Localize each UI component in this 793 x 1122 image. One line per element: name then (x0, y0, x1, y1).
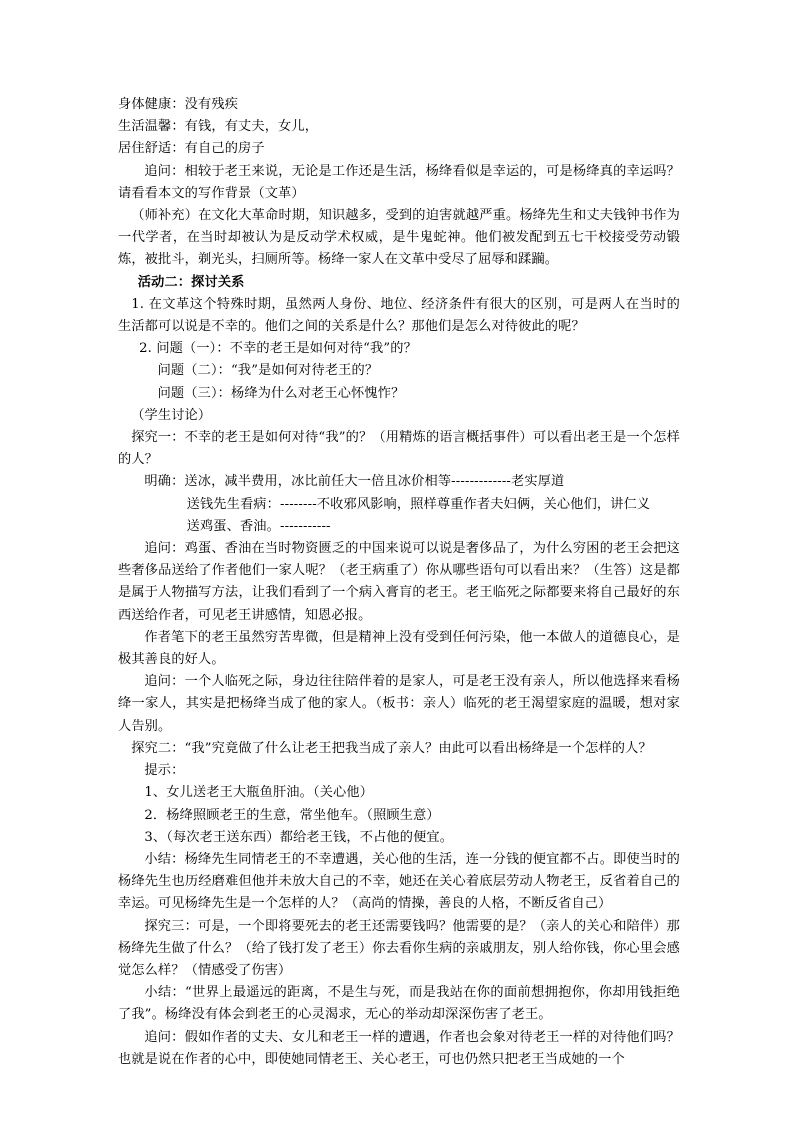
item-2-q3: 问题（三）：杨绛为什么对老王心怀愧怍？ (157, 385, 405, 401)
question-3: 追问：一个人临死之际，身边往往陪伴着的是家人，可是老王没有亲人，所以他选择来看杨绛一家人，其实是把杨绛当成了他的家人。（板书：亲人）临死的老王渴望家庭的温暖，想对家人告别。 (118, 674, 680, 734)
clarify-3: 送鸡蛋、香油。----------- (186, 518, 331, 534)
explore-3: 探究三：可是，一个即将要死去的老王还需要钱吗？他需要的是？（亲人的关心和陪伴）那杨绛先生做了什么？（给了钱打发了老王）你去看你生病的亲戚朋友，别人给你钱，你心里会感觉怎么样？（情感受了伤害） (118, 918, 680, 978)
question-1: 追问：相较于老王来说，无论是工作还是生活，杨绛看似是幸运的，可是杨绛真的幸运吗？请看看本文的写作背景（文革） (118, 163, 680, 201)
hint-2: 2．杨绛照顾老王的生意，常坐他车。（照顾生意） (144, 807, 440, 823)
question-4: 追问：假如作者的丈夫、女儿和老王一样的遭遇，作者也会象对待老王一样的对待他们吗？也就是说在作者的心中，即使她同情老王、关心老王，可也仍然只把老王当成她的一个 (118, 1029, 680, 1067)
item-1: 1. 在文革这个特殊时期，虽然两人身份、地位、经济条件有很大的区别，可是两人在当时的生活都可以说是不幸的。他们之间的关系是什么？那他们是怎么对待彼此的呢？ (118, 296, 680, 335)
activity-2-title: 活动二：探讨关系 (137, 274, 245, 290)
teacher-supplement: （师补充）在文化大革命时期，知识越多，受到的迫害就越严重。杨绛先生和丈夫钱钟书作为一代学者，在当时却被认为是反动学术权威，是牛鬼蛇神。他们被发配到五七干校接受劳动锻炼，被批斗，剃光头，扫厕所等。杨绛一家人在文革中受尽了屈辱和蹂躏。 (118, 208, 680, 268)
author-note: 作者笔下的老王虽然穷苦卑微，但是精神上没有受到任何污染，他一本做人的道德良心，是极其善良的好人。 (118, 629, 680, 668)
item-2: 2. 问题（一）：不幸的老王是如何对待“我”的？ (139, 341, 417, 357)
explore-2: 探究二：“我”究竟做了什么让老王把我当成了亲人？由此可以看出杨绛是一个怎样的人？ (131, 740, 652, 756)
explore-1: 探究一：不幸的老王是如何对待“我”的？（用精炼的语言概括事件）可以看出老王是一个怎样的人？ (118, 430, 680, 468)
hint-label: 提示： (144, 763, 185, 779)
student-discussion: （学生讨论） (131, 407, 212, 423)
line-health: 身体健康：没有残疾 (118, 97, 239, 112)
line-home: 居住舒适：有自己的房子 (118, 141, 265, 157)
hint-1: 1、女儿送老王大瓶鱼肝油。（关心他） (144, 785, 374, 801)
clarify-1: 明确：送冰，减半费用，冰比前任大一倍且冰价相等-------------老实厚道 (144, 474, 565, 490)
item-2-q2: 问题（二）：“我”是如何对待老王的？ (157, 363, 379, 379)
hint-3: 3、（每次老王送东西）都给老王钱，不占他的便宜。 (144, 829, 454, 845)
line-life: 生活温馨：有钱，有丈夫，女儿， (118, 119, 319, 135)
question-2: 追问：鸡蛋、香油在当时物资匮乏的中国来说可以说是奢侈品了，为什么穷困的老王会把这些奢侈品送给了作者他们一家人呢？（老王病重了）你从哪些语句可以看出来？（生答）这是都是属于人物描写方法，让我们看到了一个病入膏肓的老王。老王临死之际都要来将自己最好的东西送给作者，可见老王讲感情，知恩必报。 (118, 541, 680, 623)
summary-1: 小结：杨绛先生同情老王的不幸遭遇，关心他的生活，连一分钱的便宜都不占。即使当时的杨绛先生也历经磨难但他并未放大自己的不幸，她还在关心着底层劳动人物老王，反省着自己的幸运。可见杨绛先生是一个怎样的人？（高尚的情操，善良的人格，不断反省自己） (118, 851, 680, 912)
summary-2: 小结：“世界上最遥远的距离，不是生与死，而是我站在你的面前想拥抱你，你却用钱拒绝了我”。杨绛没有体会到老王的心灵渴求，无心的举动却深深伤害了老王。 (118, 985, 680, 1023)
document-body (118, 94, 680, 1071)
clarify-2: 送钱先生看病：--------不收邪风影响，照样尊重作者夫妇俩，关心他们，讲仁义 (186, 496, 651, 512)
